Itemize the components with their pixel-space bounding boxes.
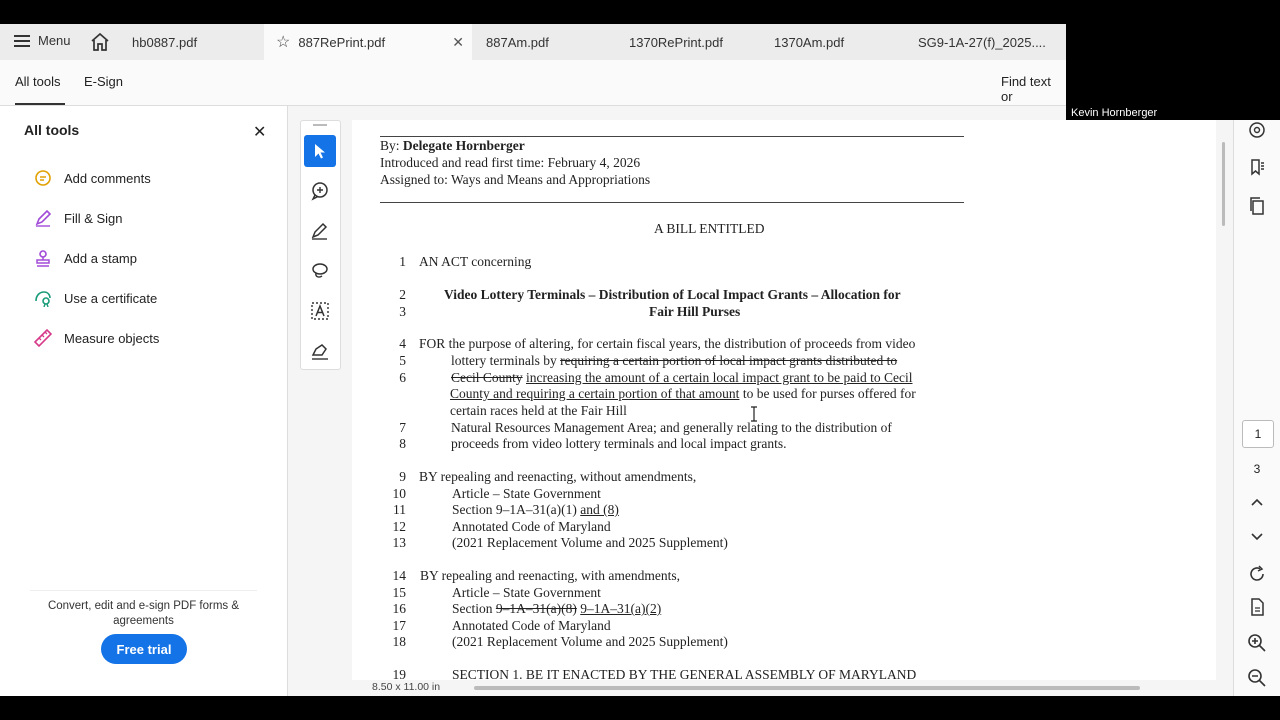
inserted-text: County and requiring a certain portion of that amount (450, 386, 740, 401)
struck-text: Cecil County (451, 370, 523, 385)
previous-page-button[interactable] (1246, 492, 1268, 514)
vertical-scrollbar[interactable] (1222, 142, 1225, 226)
bill-text: lottery terminals by (451, 353, 557, 368)
page-thumbnail-button[interactable] (1246, 596, 1268, 618)
pencil-icon (310, 221, 330, 241)
line-number: 18 (392, 634, 406, 649)
comment-at-icon (1247, 120, 1267, 140)
bill-line: certain races held at the Fair Hill (450, 403, 627, 418)
hamburger-icon (14, 34, 30, 48)
zoom-in-button[interactable] (1246, 632, 1268, 654)
next-page-button[interactable] (1246, 525, 1268, 547)
line-number: 3 (399, 304, 406, 319)
comment-icon (34, 169, 52, 187)
pages-rail-button[interactable] (1246, 195, 1268, 217)
line-number: 19 (392, 667, 406, 680)
line-number: 5 (399, 353, 406, 368)
comments-rail-button[interactable] (1246, 119, 1268, 141)
chevron-up-icon (1250, 496, 1264, 510)
menu-button[interactable] (14, 33, 71, 48)
bill-line (452, 502, 619, 518)
tool-measure-objects[interactable] (34, 329, 159, 347)
esign-tab[interactable]: E-Sign (84, 74, 124, 89)
current-page-input[interactable]: 1 (1242, 420, 1274, 448)
home-icon (90, 32, 110, 52)
inserted-text: increasing the amount of a certain local impact grant to be paid to Cecil (526, 370, 913, 385)
tab-label: 1370Am.pdf (774, 34, 845, 50)
line-number: 8 (399, 436, 406, 451)
sponsor-name: Delegate Hornberger (402, 138, 525, 153)
page-document-icon (1247, 597, 1267, 617)
all-tools-tab[interactable]: All tools (15, 74, 61, 89)
bill-line: BY repealing and reenacting, without amendments, (419, 469, 697, 484)
tool-label: Measure objects (64, 330, 160, 346)
bill-line: (2021 Replacement Volume and 2025 Supplement) (452, 634, 728, 649)
comment-tool[interactable] (304, 175, 336, 207)
bill-line (451, 353, 897, 369)
tool-add-stamp[interactable] (34, 249, 137, 267)
bookmark-icon (1247, 157, 1267, 177)
bill-line: Annotated Code of Maryland (452, 618, 611, 633)
copy-pages-icon (1247, 196, 1267, 216)
inserted-text: and (8) (580, 502, 619, 517)
line-number: 13 (392, 535, 406, 550)
bill-line (451, 370, 912, 386)
line-number: 7 (399, 420, 406, 435)
star-icon[interactable]: ☆ (276, 34, 291, 51)
assigned-line: Assigned to: Ways and Means and Appropriations (380, 172, 651, 187)
tab-label: hb0887.pdf (132, 34, 198, 50)
page-size-label: 8.50 x 11.00 in (372, 681, 441, 693)
line-number: 14 (392, 568, 406, 583)
drag-handle[interactable] (313, 124, 327, 126)
top-toolbar (0, 60, 1066, 106)
line-number: 2 (399, 287, 406, 302)
zoom-in-icon (1247, 633, 1267, 653)
promo-text: Convert, edit and e-sign PDF forms & agreements (30, 590, 257, 629)
ruler-icon (34, 329, 52, 347)
webcam-overlay (1066, 24, 1280, 120)
tab-bar (0, 24, 1066, 60)
tab-label: 887Am.pdf (486, 34, 549, 50)
right-rail (1233, 120, 1280, 696)
by-label: By: (380, 138, 400, 153)
free-trial-button[interactable]: Free trial (101, 634, 187, 664)
line-number: 17 (392, 618, 406, 633)
zoom-out-icon (1247, 668, 1267, 688)
tab-sg9[interactable] (906, 24, 1050, 60)
bill-title: Fair Hill Purses (649, 304, 741, 319)
signature-pen-icon (310, 341, 330, 361)
tab-hb0887[interactable] (120, 24, 264, 60)
bill-text: to be used for purses offered for (742, 386, 916, 401)
tab-1370reprint[interactable] (617, 24, 761, 60)
tool-add-comments[interactable] (34, 169, 151, 187)
bill-line (450, 386, 916, 402)
pen-icon (34, 209, 52, 227)
bill-line (452, 601, 661, 617)
bill-title: Video Lottery Terminals – Distribution of Local Impact Grants – Allocation for (444, 287, 901, 302)
zoom-out-button[interactable] (1246, 667, 1268, 689)
bill-line: Article – State Government (452, 585, 601, 600)
tab-887reprint[interactable] (264, 24, 472, 60)
bill-line: AN ACT concerning (419, 254, 532, 269)
quick-tools-strip (300, 120, 341, 370)
tab-label: SG9-1A-27(f)_2025.... (918, 34, 1046, 50)
header-rule-bottom (380, 202, 964, 203)
stamp-icon (34, 249, 52, 267)
tool-label: Add comments (64, 170, 151, 186)
pdf-page[interactable] (352, 120, 1216, 680)
struck-text: 9–1A–31(a)(8) (495, 601, 577, 616)
introduced-line: Introduced and read first time: February 4, 2026 (380, 155, 641, 170)
draw-tool[interactable] (304, 215, 336, 247)
select-tool[interactable] (304, 135, 336, 167)
participant-name: Kevin Hornberger (1071, 107, 1158, 119)
tab-887am[interactable] (474, 24, 616, 60)
inserted-text: 9–1A–31(a)(2) (580, 601, 662, 616)
bill-text: Section (452, 601, 493, 616)
line-number: 16 (392, 601, 406, 616)
text-select-tool[interactable] (304, 295, 336, 327)
line-number: 11 (393, 502, 406, 517)
close-panel-icon[interactable]: ✕ (253, 124, 267, 141)
tab-1370am[interactable] (762, 24, 906, 60)
certificate-icon (34, 289, 52, 307)
sponsor-line (380, 138, 525, 154)
all-tools-panel (0, 106, 288, 696)
line-number: 12 (392, 519, 406, 534)
tool-use-certificate[interactable] (34, 289, 157, 307)
tool-label: Add a stamp (64, 250, 137, 266)
tool-fill-sign[interactable] (34, 209, 123, 227)
menu-label: Menu (38, 33, 71, 48)
line-number: 6 (399, 370, 406, 385)
line-number: 10 (392, 486, 406, 501)
bill-line: FOR the purpose of altering, for certain fiscal years, the distribution of proceeds from video (419, 336, 916, 351)
struck-text: requiring a certain portion of local impact grants distributed to (560, 353, 898, 368)
line-number: 1 (399, 254, 406, 269)
text-cursor-icon (750, 406, 758, 422)
find-text-input[interactable]: Find text or (1001, 74, 1051, 104)
bill-text: Section 9–1A–31(a)(1) (452, 502, 577, 517)
refresh-icon (1247, 564, 1267, 584)
bill-line: Article – State Government (452, 486, 601, 501)
bookmarks-rail-button[interactable] (1246, 156, 1268, 178)
sign-tool[interactable] (304, 335, 336, 367)
close-tab-icon[interactable]: ✕ (452, 33, 464, 50)
total-pages: 3 (1253, 462, 1261, 476)
freehand-tool[interactable] (304, 255, 336, 287)
line-number: 15 (392, 585, 406, 600)
tab-label: 1370RePrint.pdf (629, 34, 723, 50)
lasso-icon (310, 261, 330, 281)
line-number: 9 (399, 469, 406, 484)
acrobat-window (0, 24, 1280, 696)
home-button[interactable] (90, 32, 110, 52)
chevron-down-icon (1250, 529, 1264, 543)
header-rule (380, 136, 964, 137)
tool-label: Use a certificate (64, 290, 158, 306)
bill-line: Natural Resources Management Area; and generally relating to the distribution of (451, 420, 892, 435)
add-comment-icon (310, 181, 330, 201)
cursor-icon (311, 142, 329, 160)
panel-title: All tools (24, 122, 80, 138)
line-number: 4 (399, 336, 406, 351)
bill-line: Annotated Code of Maryland (452, 519, 611, 534)
bill-line: (2021 Replacement Volume and 2025 Supplement) (452, 535, 728, 550)
bill-line: BY repealing and reenacting, with amendments, (420, 568, 681, 583)
horizontal-scrollbar[interactable] (474, 686, 1140, 690)
text-box-icon (310, 301, 330, 321)
rotate-button[interactable] (1246, 563, 1268, 585)
bill-line: SECTION 1. BE IT ENACTED BY THE GENERAL ASSEMBLY OF MARYLAND (452, 667, 917, 680)
bill-line: proceeds from video lottery terminals and local impact grants. (451, 436, 787, 451)
bill-entitled: A BILL ENTITLED (654, 221, 765, 236)
tool-label: Fill & Sign (64, 210, 123, 226)
tab-label: 887RePrint.pdf (298, 34, 386, 50)
